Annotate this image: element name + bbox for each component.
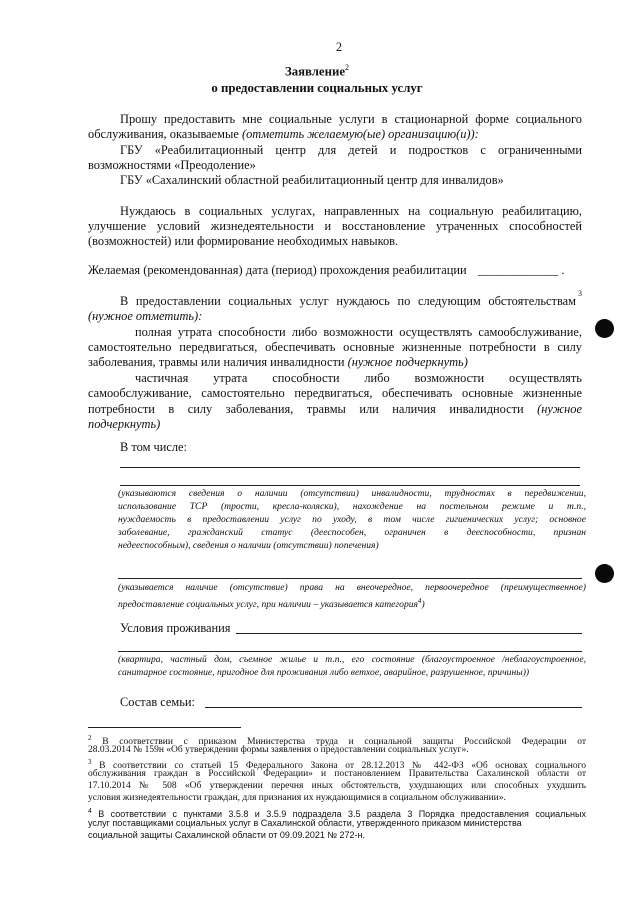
partial-word: осуществлять bbox=[509, 371, 582, 385]
including-hint-line-4: заболевание, гражданский статус (дееспособен, ограничен в дееспособности, признан bbox=[118, 527, 586, 538]
including-input-line-2[interactable] bbox=[120, 485, 580, 486]
request-line-1: Прошу предоставить мне социальные услуги в стационарной форме социального bbox=[120, 112, 582, 126]
footnote-4-mark: 4 bbox=[88, 808, 92, 815]
request-text: обслуживания, оказываемые bbox=[88, 127, 242, 141]
full-loss-text: заболевания, травмы или наличия инвалидности bbox=[88, 355, 348, 369]
org-option-2: ГБУ «Сахалинский областной реабилитационный центр для инвалидов» bbox=[120, 173, 504, 187]
circumstances-footnote-mark: 3 bbox=[578, 289, 582, 298]
title-main: Заявление bbox=[284, 64, 346, 79]
partial-word: частичная bbox=[135, 371, 189, 385]
document-subtitle: о предоставлении социальных услуг bbox=[211, 81, 423, 95]
org-option-1-line-2: возможностями «Преодоление» bbox=[88, 158, 256, 172]
including-hint-line-3: нуждаемость в предоставлении услуг по уходу, в том числе гигиенических услуг; основное bbox=[118, 514, 586, 525]
footnote-2-mark: 2 bbox=[88, 734, 92, 742]
priority-hint-line-1: (указывается наличие (отсутствие) права на внеочередное, первоочередное (преимущественное) bbox=[118, 582, 586, 593]
footnote-3-line-3: 17.10.2014 № 508 «Об утверждении перечня иных обстоятельств, ухудшающих или способных ухудшить bbox=[88, 781, 586, 791]
partial-loss-line-4: подчеркнуть) bbox=[88, 417, 161, 431]
priority-input-line[interactable] bbox=[118, 578, 582, 579]
desired-date-field bbox=[88, 263, 598, 279]
family-label: Состав семьи: bbox=[120, 695, 195, 709]
partial-word: возможности bbox=[414, 371, 485, 385]
footnote-2-text: В соответствии с приказом Министерства труда и социальной защиты Российской Федерации от bbox=[91, 737, 586, 748]
full-loss-line-1: полная утрата способности либо возможности осуществлять самообслуживание, bbox=[135, 325, 582, 339]
bullet-dot-icon bbox=[595, 319, 614, 338]
including-hint-line-2: использование ТСР (трости, кресла-коляски), нахождение на постельном режиме и т.п., bbox=[118, 501, 586, 512]
footnote-4-line-2: услуг поставщиками социальных услуг в Сахалинской области, утвержденного приказом министерства bbox=[88, 818, 522, 828]
including-hint-line-1: (указываются сведения о наличии (отсутствии) инвалидности, трудностях в передвижении, bbox=[118, 488, 586, 499]
priority-hint-text: предоставление социальных услуг, при наличии – указывается категория bbox=[118, 599, 418, 611]
footnote-3-line-4: условия жизнедеятельности граждан, для признания их нуждающимися в социальном обслуживании». bbox=[88, 793, 506, 803]
partial-loss-line-3 bbox=[88, 402, 582, 418]
family-input-line[interactable] bbox=[205, 707, 582, 708]
org-option-1-line-1: ГБУ «Реабилитационный центр для детей и подростков с ограниченными bbox=[120, 143, 582, 157]
priority-hint-end: ) bbox=[421, 599, 425, 611]
priority-footnote-mark: 4 bbox=[418, 597, 422, 605]
page-number: 2 bbox=[335, 40, 343, 54]
bullet-dot-icon bbox=[595, 564, 614, 583]
partial-loss-instruction: (нужное bbox=[537, 402, 582, 416]
footnote-3-text: В соответствии со статьей 15 Федерального Закона от 28.12.2013 № 442-ФЗ «Об основах социального bbox=[91, 761, 586, 772]
circumstances-instruction: (нужное отметить): bbox=[88, 309, 203, 323]
living-hint-line-1: (квартира, частный дом, съемное жилье и т.п., его состояние (благоустроенное /неблагоустроенное, bbox=[118, 654, 586, 665]
partial-loss-text: потребности в силу заболевания, травмы или наличия инвалидности bbox=[88, 402, 538, 416]
including-hint-line-5: недееспособным), сведения о наличии (отсутствии) попечения) bbox=[118, 540, 379, 551]
living-label: Условия проживания bbox=[120, 621, 231, 635]
including-input-line-1[interactable] bbox=[120, 467, 580, 468]
document-title bbox=[150, 63, 484, 79]
priority-hint-line-2 bbox=[118, 595, 586, 612]
living-hint-line-2: санитарное состояние, пригодное для проживания либо ветхое, аварийное, разрушенное, причины)) bbox=[118, 667, 530, 678]
partial-loss-line-1 bbox=[135, 371, 582, 387]
partial-word: либо bbox=[364, 371, 390, 385]
request-instruction: (отметить желаемую(ые) организацию(и)): bbox=[241, 127, 479, 141]
partial-loss-line-2: самообслуживание, самостоятельно передвигаться, обеспечивать основные жизненные bbox=[88, 386, 582, 400]
footnote-3-mark: 3 bbox=[88, 758, 92, 766]
need-line-2: улучшение условий жизнедеятельности и восстановление утраченных способностей bbox=[88, 219, 582, 233]
full-loss-instruction: (нужное подчеркнуть) bbox=[347, 355, 468, 369]
full-loss-line-3 bbox=[88, 355, 582, 371]
footnote-2-line-2: 28.03.2014 № 159н «Об утверждении формы заявления о предоставлении социальных услуг». bbox=[88, 745, 469, 755]
living-input-line-2[interactable] bbox=[118, 651, 582, 652]
request-line-2 bbox=[88, 127, 582, 143]
desired-date-label: Желаемая (рекомендованная) дата (период) прохождения реабилитации bbox=[88, 263, 467, 277]
including-label: В том числе: bbox=[120, 440, 187, 454]
title-footnote-mark: 2 bbox=[345, 63, 350, 72]
footnote-3-line-2: обслуживания граждан в Российской Федерации» и постановлением Правительства Сахалинской области от bbox=[88, 769, 586, 779]
footnote-separator bbox=[88, 727, 241, 728]
need-line-1: Нуждаюсь в социальных услугах, направленных на социальную реабилитацию, bbox=[120, 204, 582, 218]
partial-word: утрата bbox=[213, 371, 248, 385]
desired-date-end: . bbox=[561, 263, 565, 277]
living-input-line-1[interactable] bbox=[236, 633, 582, 634]
desired-date-blank: _____________ bbox=[477, 263, 559, 277]
circumstances-line-1: В предоставлении социальных услуг нуждаюсь по следующим обстоятельствам bbox=[120, 294, 576, 308]
partial-word: способности bbox=[272, 371, 340, 385]
full-loss-line-2: самостоятельно передвигаться, обеспечивать основные жизненные потребности в силу bbox=[88, 340, 582, 354]
need-line-3: (возможностей) или формирование необходимых навыков. bbox=[88, 234, 399, 248]
footnote-4-line-3: социальной защиты Сахалинской области от 09.09.2021 № 272-н. bbox=[88, 830, 366, 840]
footnote-4-text: В соответствии с пунктами 3.5.8 и 3.5.9 подраздела 3.5 раздела 3 Порядка предоставления социальных bbox=[91, 809, 586, 819]
